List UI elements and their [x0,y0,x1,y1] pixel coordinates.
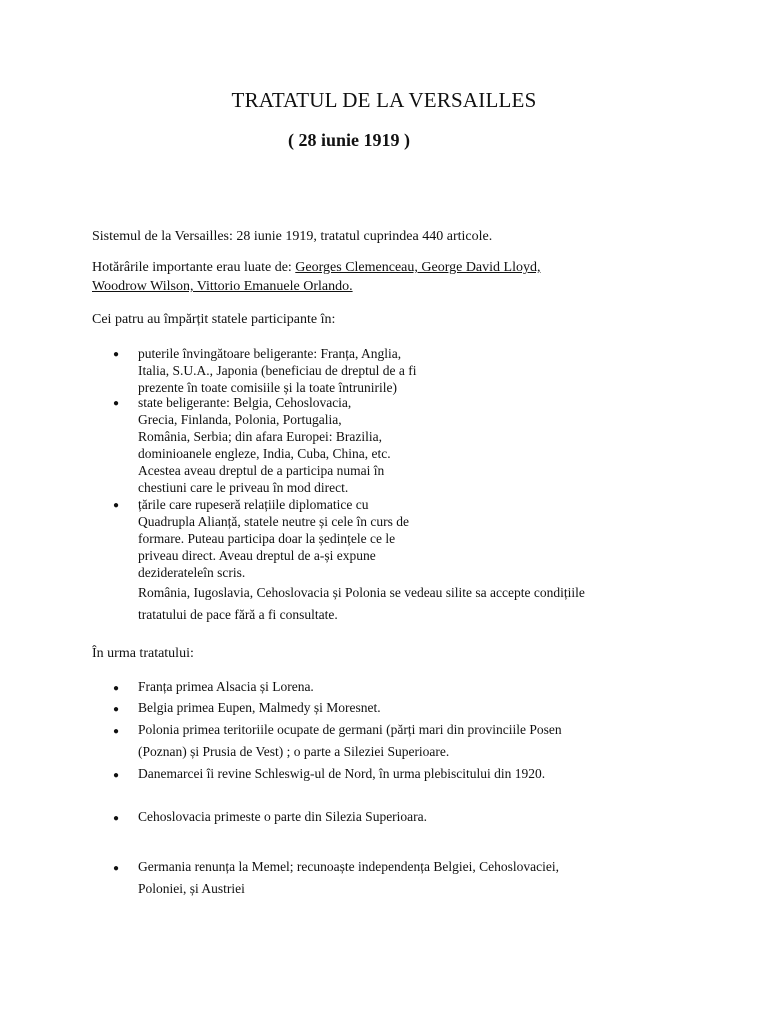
category-item [138,394,391,496]
consequence-item: Germania renunța la Memel; recunoaște independența Belgiei, Cehoslovaciei, [138,859,559,874]
bullet-icon: ● [113,863,120,874]
category-line: deziderateleîn scris. [138,565,246,580]
category-line: Grecia, Finlanda, Polonia, Portugalia, [138,412,342,427]
category-line: prezente în toate comisiile și la toate întrunirile) [138,380,398,395]
division-intro: Cei patru au împărțit statele participante în: [92,312,336,327]
category-line: priveau direct. Aveau dreptul de a-și expune [138,548,376,563]
category-line: dominioanele engleze, India, Cuba, China, etc. [138,446,391,461]
decisions-names-line1: Georges Clemenceau, George David Lloyd, [295,260,541,275]
category-item [138,496,409,581]
decisions-paragraph [92,260,540,276]
category-line: state beligerante: Belgia, Cehoslovacia, [138,395,352,410]
category-line: țările care rupeseră relațiile diplomatice cu [138,497,369,512]
note-line2: tratatului de pace fără a fi consultate. [138,607,338,622]
category-line: formare. Puteau participa doar la ședințele ce le [138,531,396,546]
decisions-names-line2: Woodrow Wilson, Vittorio Emanuele Orlando. [92,279,353,294]
category-line: Acestea aveau dreptul de a participa numai în [138,463,385,478]
bullet-icon: ● [113,770,120,781]
note-line1: România, Iugoslavia, Cehoslovacia și Polonia se vedeau silite sa accepte condițiile [138,585,585,600]
bullet-icon: ● [113,398,120,409]
consequence-item-cont: (Poznan) și Prusia de Vest) ; o parte a Sileziei Superioare. [138,744,450,759]
intro-paragraph: Sistemul de la Versailles: 28 iunie 1919, tratatul cuprindea 440 articole. [92,229,493,244]
bullet-icon: ● [113,813,120,824]
category-line: puterile învingătoare beligerante: Franța, Anglia, [138,346,402,361]
bullet-icon: ● [113,500,120,511]
document-date: ( 28 iunie 1919 ) [288,130,411,150]
category-item [138,345,417,396]
consequence-item: Franța primea Alsacia și Lorena. [138,679,314,694]
consequence-item: Polonia primea teritoriile ocupate de germani (părți mari din provinciile Posen [138,722,562,737]
bullet-icon: ● [113,704,120,715]
category-line: România, Serbia; din afara Europei: Brazilia, [138,429,383,444]
document-title: TRATATUL DE LA VERSAILLES [231,88,537,112]
consequence-item-cont: Poloniei, și Austriei [138,881,245,896]
category-line: chestiuni care le priveau în mod direct. [138,480,349,495]
decisions-prefix: Hotărârile importante erau luate de: [92,260,292,275]
bullet-icon: ● [113,683,120,694]
consequences-heading: În urma tratatului: [92,646,194,661]
category-line: Quadrupla Alianță, statele neutre și cele în curs de [138,514,410,529]
consequence-item: Belgia primea Eupen, Malmedy și Moresnet. [138,700,381,715]
bullet-icon: ● [113,349,120,360]
bullet-icon: ● [113,726,120,737]
consequence-item: Cehoslovacia primeste o parte din Silezia Superioara. [138,809,428,824]
category-line: Italia, S.U.A., Japonia (beneficiau de dreptul de a fi [138,363,417,378]
consequence-item: Danemarcei îi revine Schleswig-ul de Nord, în urma plebiscitului din 1920. [138,766,546,781]
